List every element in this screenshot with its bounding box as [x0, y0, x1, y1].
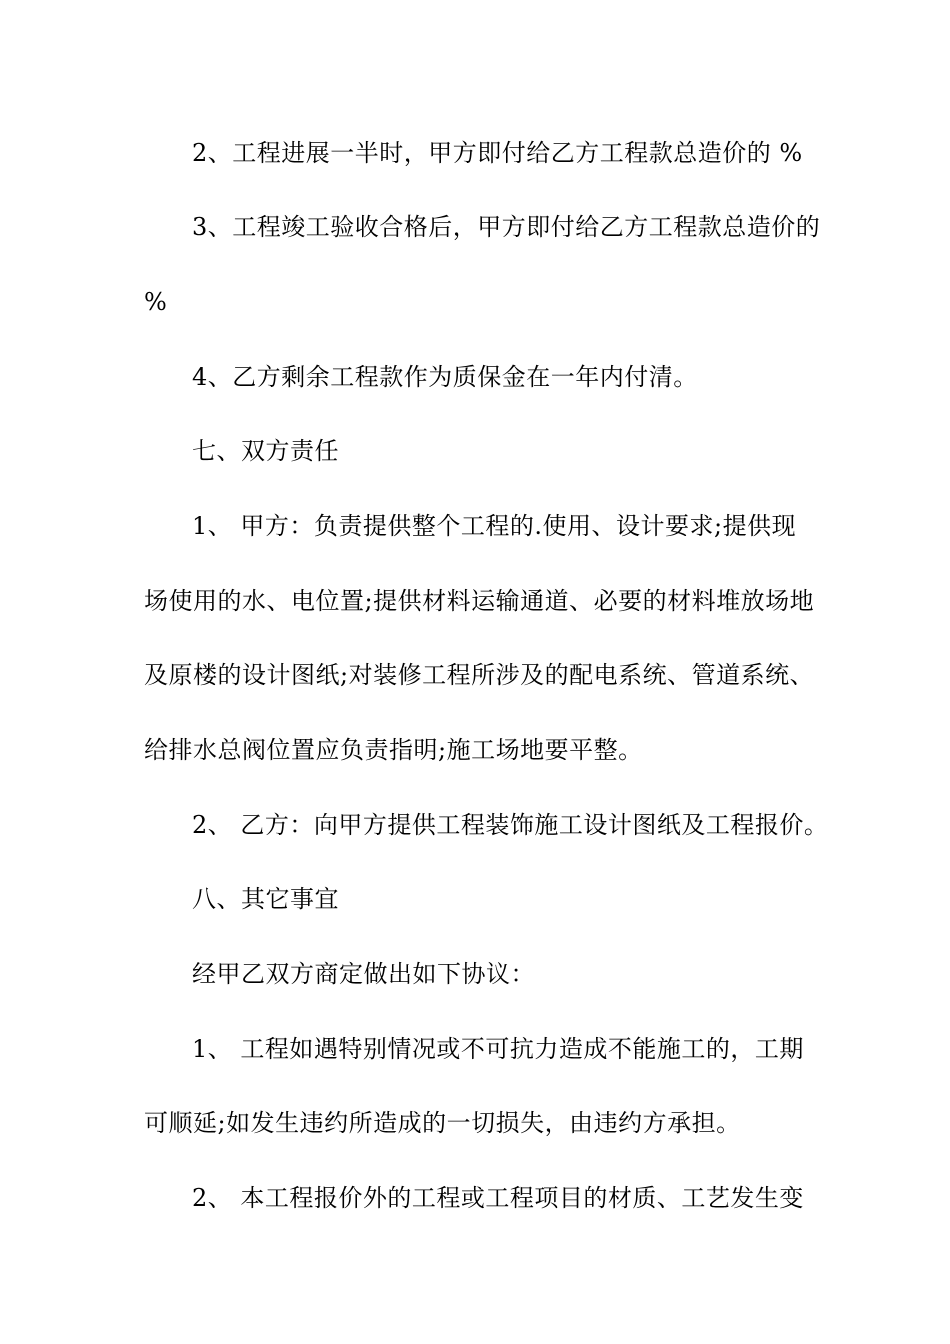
paragraph-line: 场使用的水、电位置;提供材料运输通道、必要的材料堆放场地 [144, 587, 815, 615]
paragraph-line: 1、 甲方：负责提供整个工程的.使用、设计要求;提供现 [192, 512, 797, 540]
paragraph-line: 2、工程进展一半时，甲方即付给乙方工程款总造价的 % [192, 139, 803, 167]
paragraph-line: 1、 工程如遇特别情况或不可抗力造成不能施工的，工期 [192, 1035, 804, 1063]
paragraph-line: 2、 乙方：向甲方提供工程装饰施工设计图纸及工程报价。 [192, 811, 829, 839]
paragraph-line: 给排水总阀位置应负责指明;施工场地要平整。 [144, 736, 643, 764]
paragraph-line: 4、乙方剩余工程款作为质保金在一年内付清。 [192, 363, 698, 391]
paragraph-line: 2、 本工程报价外的工程或工程项目的材质、工艺发生变 [192, 1184, 804, 1212]
paragraph-line: 经甲乙双方商定做出如下协议： [192, 960, 535, 988]
paragraph-line: 可顺延;如发生违约所造成的一切损失，由违约方承担。 [144, 1109, 741, 1137]
paragraph-line: % [144, 288, 168, 316]
section-heading: 七、双方责任 [192, 437, 339, 465]
paragraph-line: 及原楼的设计图纸;对装修工程所涉及的配电系统、管道系统、 [144, 661, 815, 689]
section-heading: 八、其它事宜 [192, 885, 339, 913]
paragraph-line: 3、工程竣工验收合格后，甲方即付给乙方工程款总造价的 [192, 213, 821, 241]
